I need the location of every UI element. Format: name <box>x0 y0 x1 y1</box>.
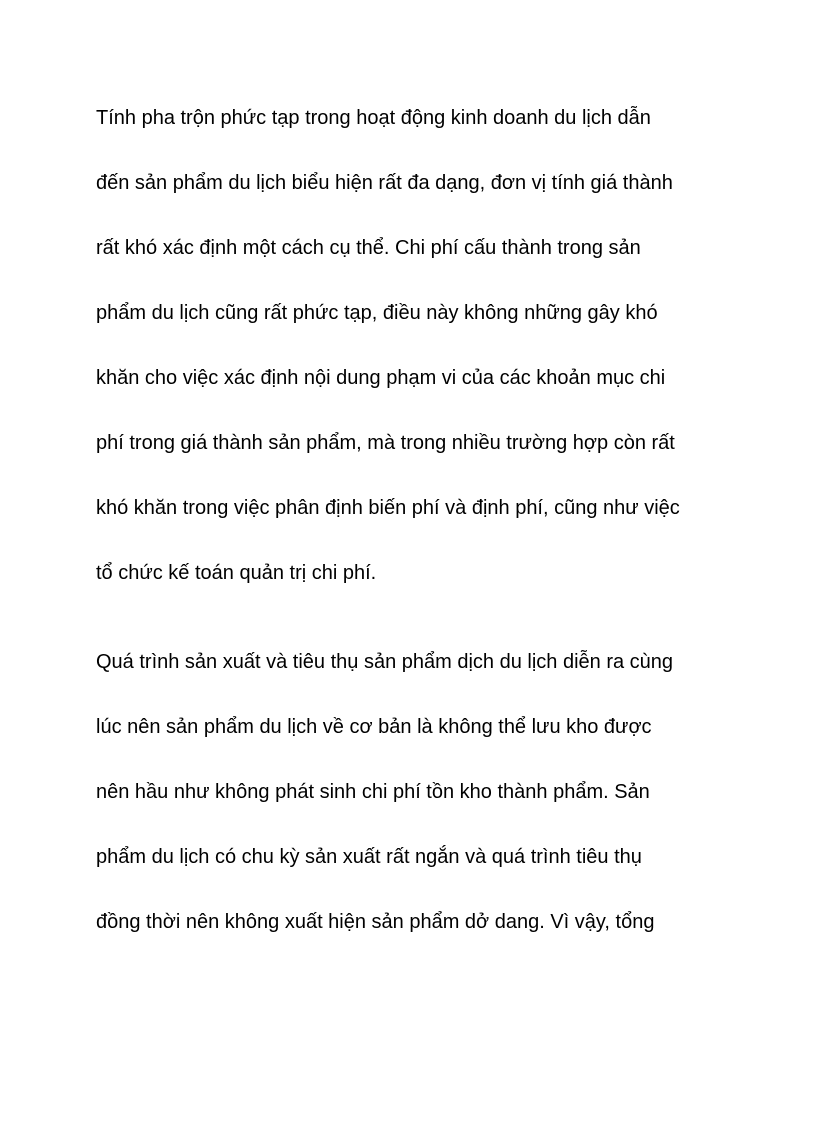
text-line: phẩm du lịch có chu kỳ sản xuất rất ngắn và quá trình tiêu thụ <box>96 846 642 868</box>
text-line: nên hầu như không phát sinh chi phí tồn kho thành phẩm. Sản <box>96 781 650 803</box>
text-line: đến sản phẩm du lịch biểu hiện rất đa dạng, đơn vị tính giá thành <box>96 172 673 194</box>
text-line: phẩm du lịch cũng rất phức tạp, điều này không những gây khó <box>96 302 658 324</box>
text-line: khó khăn trong việc phân định biến phí và định phí, cũng như việc <box>96 497 680 519</box>
text-line: tổ chức kế toán quản trị chi phí. <box>96 562 377 584</box>
text-line: phí trong giá thành sản phẩm, mà trong nhiều trường hợp còn rất <box>96 432 675 454</box>
text-line: Tính pha trộn phức tạp trong hoạt động kinh doanh du lịch dẫn <box>96 107 651 129</box>
text-line: lúc nên sản phẩm du lịch về cơ bản là không thể lưu kho được <box>96 716 652 738</box>
paragraph-1 <box>96 108 736 628</box>
text-line: rất khó xác định một cách cụ thể. Chi phí cấu thành trong sản <box>96 237 641 259</box>
text-line: khăn cho việc xác định nội dung phạm vi của các khoản mục chi <box>96 367 666 389</box>
text-line: đồng thời nên không xuất hiện sản phẩm dở dang. Vì vậy, tổng <box>96 911 655 933</box>
text-line: Quá trình sản xuất và tiêu thụ sản phẩm dịch du lịch diễn ra cùng <box>96 651 674 673</box>
paragraph-2 <box>96 652 736 977</box>
